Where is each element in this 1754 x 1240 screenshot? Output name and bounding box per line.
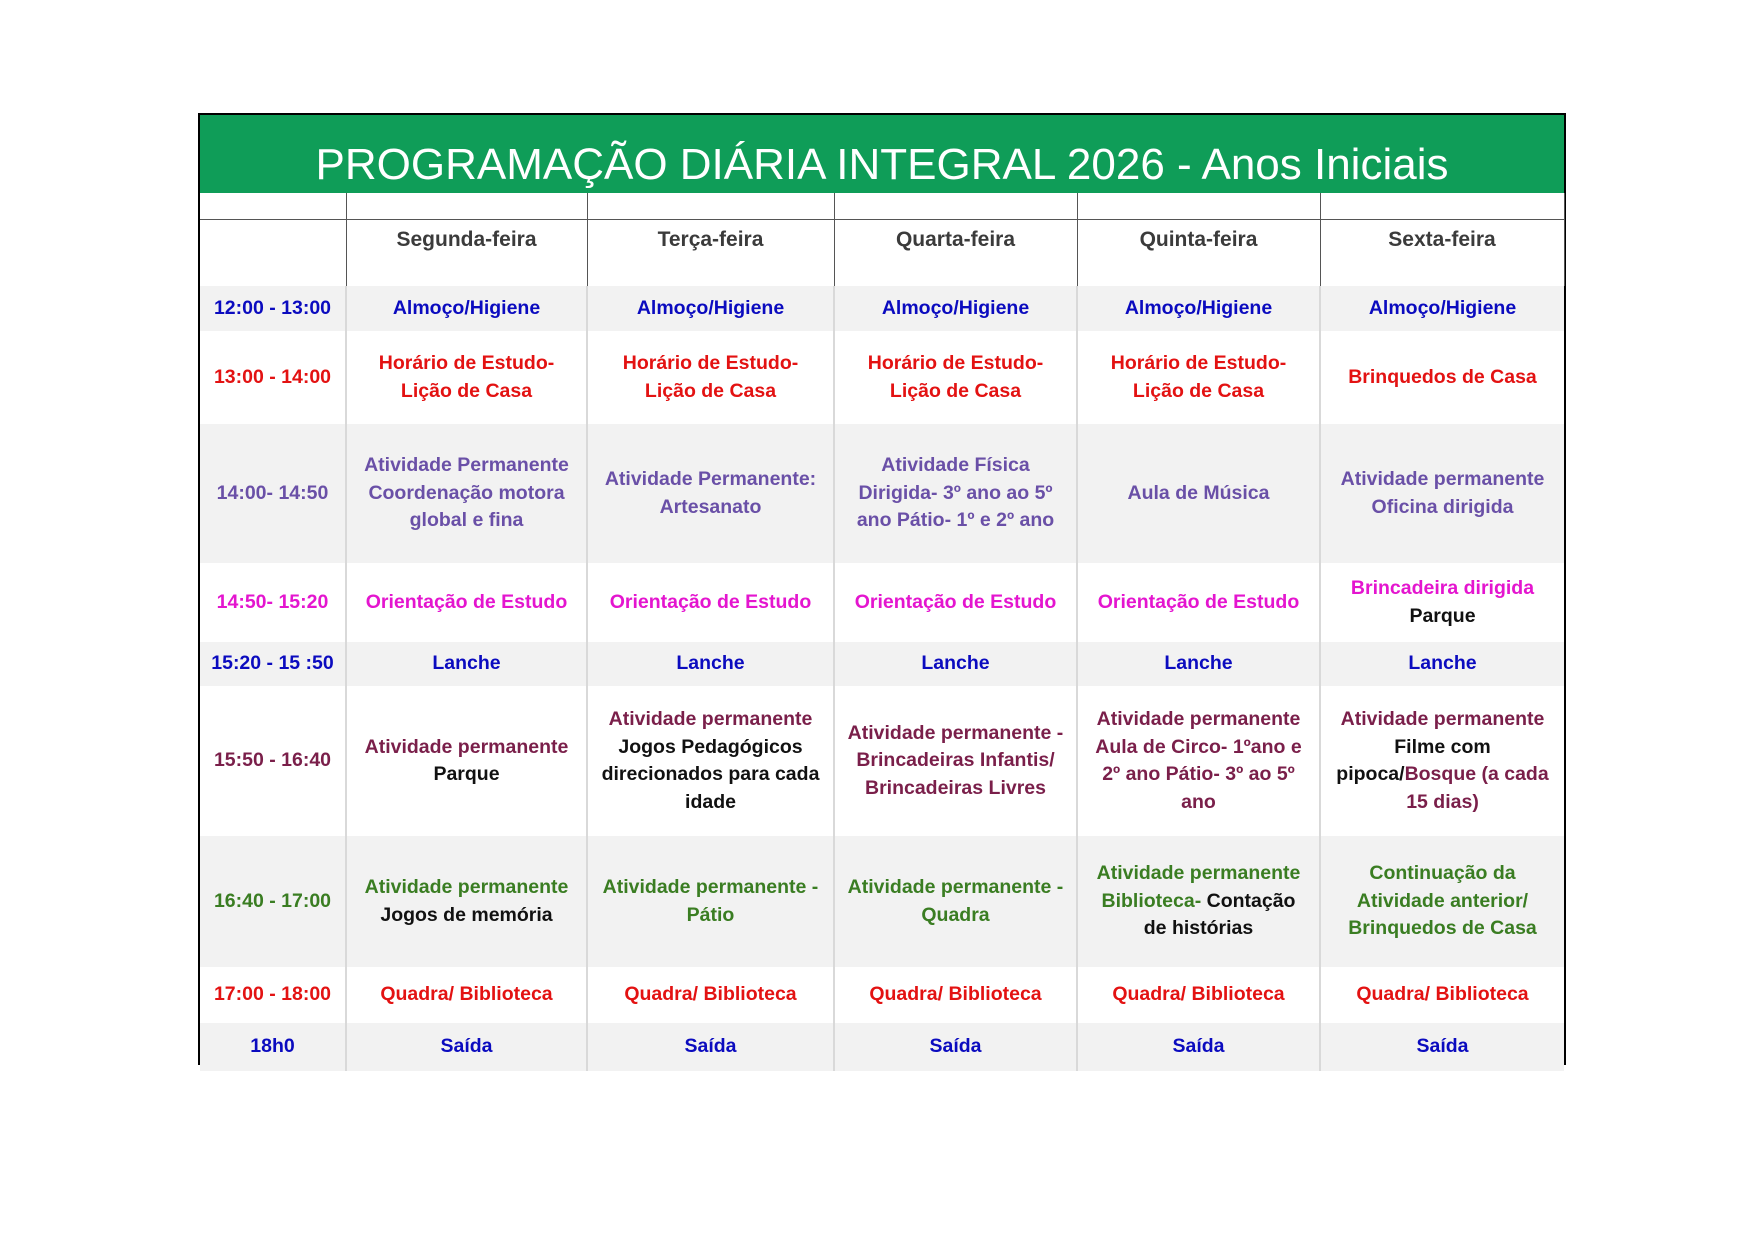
activity-cell: Lanche — [834, 642, 1077, 686]
activity-cell: Quadra/ Biblioteca — [587, 967, 834, 1023]
activity-line: Atividade permanente — [1340, 708, 1545, 730]
activity-cell — [834, 424, 1077, 563]
time-slot: 15:20 - 15 :50 — [200, 642, 346, 686]
header-row — [200, 219, 1564, 286]
activity-line: idade — [685, 790, 736, 813]
activity-cell — [1320, 563, 1564, 642]
schedule-row — [200, 563, 1564, 642]
activity-cell: Orientação de Estudo — [834, 563, 1077, 642]
activity-cell — [1320, 424, 1564, 563]
activity-cell: Orientação de Estudo — [1077, 563, 1320, 642]
activity-cell: Almoço/Higiene — [587, 286, 834, 331]
activity-line: 2º ano Pátio- 3º ao 5º — [1102, 763, 1295, 785]
activity-cell — [587, 331, 834, 424]
day-header: Sexta-feira — [1320, 219, 1564, 286]
activity-line: Brincadeiras Livres — [864, 776, 1046, 799]
activity-line: Atividade permanente — [1096, 862, 1301, 885]
activity-cell — [1077, 331, 1320, 424]
activity-cell: Quadra/ Biblioteca — [346, 967, 587, 1023]
activity-cell — [587, 424, 834, 563]
activity-cell — [346, 686, 587, 836]
activity-line: direcionados para cada — [601, 763, 820, 785]
activity-cell: Almoço/Higiene — [1077, 286, 1320, 331]
activity-cell: Orientação de Estudo — [587, 563, 834, 642]
activity-line: Pátio — [686, 903, 735, 926]
activity-line: Horário de Estudo- — [622, 352, 799, 374]
activity-line: Artesanato — [659, 495, 762, 518]
spacer-row — [200, 193, 1564, 219]
activity-cell: Lanche — [1408, 652, 1477, 675]
activity-cell: Saída — [834, 1023, 1077, 1071]
schedule-table — [200, 193, 1565, 1071]
activity-cell: Quadra/ Biblioteca — [1077, 967, 1320, 1023]
schedule-row — [200, 967, 1564, 1023]
activity-cell: Quadra/ Biblioteca — [1356, 983, 1529, 1006]
activity-line: Quadra — [921, 903, 990, 926]
activity-cell — [834, 686, 1077, 836]
day-header: Quarta-feira — [834, 219, 1077, 286]
activity-cell — [346, 331, 587, 424]
activity-cell — [1320, 331, 1564, 424]
activity-line: Horário de Estudo- — [1110, 352, 1287, 374]
time-slot: 15:50 - 16:40 — [200, 686, 346, 836]
activity-line: Lição de Casa — [644, 379, 777, 402]
activity-cell — [1077, 836, 1320, 967]
activity-line: Brinquedos de Casa — [1348, 917, 1537, 940]
activity-cell — [1320, 686, 1564, 836]
activity-line: Atividade permanente - — [847, 721, 1064, 744]
activity-line: Continuação da — [1369, 862, 1516, 885]
activity-line: Brincadeira dirigida — [1350, 577, 1535, 599]
page-title: PROGRAMAÇÃO DIÁRIA INTEGRAL 2026 - Anos Iniciais — [200, 115, 1564, 193]
activity-line: Atividade permanente — [364, 735, 569, 758]
activity-cell — [587, 836, 834, 967]
schedule-row — [200, 331, 1564, 424]
activity-line: Jogos de memória — [380, 903, 553, 926]
activity-line: Oficina dirigida — [1371, 495, 1514, 518]
activity-line: Atividade Física — [881, 454, 1030, 477]
activity-cell — [346, 836, 587, 967]
activity-cell: Quadra/ Biblioteca — [834, 967, 1077, 1023]
schedule-row — [200, 686, 1564, 836]
activity-line: Coordenação motora — [368, 481, 565, 504]
activity-cell — [587, 686, 834, 836]
activity-line: Atividade permanente - — [602, 876, 819, 898]
activity-line: Lição de Casa — [400, 379, 533, 402]
activity-line: Horário de Estudo- — [378, 352, 555, 374]
activity-cell: Saída — [587, 1023, 834, 1071]
activity-line: Lição de Casa — [1132, 379, 1265, 402]
activity-line: de histórias — [1143, 917, 1254, 940]
activity-line: Parque — [433, 763, 500, 785]
activity-line: Atividade Permanente — [364, 454, 569, 477]
activity-line: Atividade anterior/ — [1356, 889, 1529, 912]
time-slot: 12:00 - 13:00 — [200, 286, 346, 331]
time-slot: 16:40 - 17:00 — [200, 836, 346, 967]
activity-line: Atividade permanente — [364, 876, 569, 898]
activity-cell: Almoço/Higiene — [1368, 296, 1517, 319]
day-header: Quinta-feira — [1077, 219, 1320, 286]
activity-line: Atividade Permanente: — [604, 468, 817, 490]
activity-line: Atividade permanente — [1096, 708, 1301, 730]
activity-cell — [1320, 836, 1564, 967]
activity-line: Dirigida- 3º ano ao 5º — [858, 481, 1053, 504]
schedule-row — [200, 836, 1564, 967]
schedule-row — [200, 1023, 1564, 1071]
schedule-row — [200, 424, 1564, 563]
time-slot: 18h0 — [200, 1023, 346, 1071]
activity-line: ano Pátio- 1º e 2º ano — [856, 509, 1055, 532]
activity-cell: Lanche — [587, 642, 834, 686]
activity-line: Aula de Música — [1127, 481, 1270, 504]
activity-line: global e fina — [409, 509, 524, 532]
time-slot: 14:50- 15:20 — [200, 563, 346, 642]
activity-cell: Orientação de Estudo — [346, 563, 587, 642]
activity-cell: Almoço/Higiene — [346, 286, 587, 331]
activity-line: Lição de Casa — [889, 379, 1022, 402]
corner-cell — [200, 219, 346, 286]
activity-line: Filme com — [1394, 735, 1491, 758]
schedule-row — [200, 642, 1564, 686]
activity-line: Aula de Circo- 1ºano e — [1095, 735, 1302, 758]
time-slot: 14:00- 14:50 — [200, 424, 346, 563]
activity-cell — [834, 836, 1077, 967]
activity-fragment: pipoca/ — [1336, 763, 1405, 785]
activity-cell — [1077, 424, 1320, 563]
activity-line: Atividade permanente — [608, 708, 813, 730]
activity-fragment: Contação — [1206, 889, 1296, 912]
activity-cell: Almoço/Higiene — [834, 286, 1077, 331]
day-header: Segunda-feira — [346, 219, 587, 286]
activity-line: ano — [1181, 790, 1216, 813]
activity-fragment: Bosque (a cada — [1404, 763, 1549, 785]
activity-line: Parque — [1409, 604, 1476, 627]
activity-cell: Saída — [1416, 1035, 1469, 1058]
activity-line: Brincadeiras Infantis/ — [856, 749, 1055, 772]
time-slot: 13:00 - 14:00 — [200, 331, 346, 424]
activity-cell: Saída — [346, 1023, 587, 1071]
activity-line: Jogos Pedagógicos — [618, 735, 803, 758]
activity-cell — [1077, 686, 1320, 836]
schedule-sheet — [198, 113, 1566, 1065]
activity-line: Brinquedos de Casa — [1348, 365, 1537, 388]
activity-cell: Lanche — [1077, 642, 1320, 686]
day-header: Terça-feira — [587, 219, 834, 286]
activity-cell — [346, 424, 587, 563]
activity-line: Atividade permanente - — [847, 876, 1064, 898]
schedule-row — [200, 286, 1564, 331]
activity-line: Atividade permanente — [1340, 468, 1545, 490]
activity-cell — [834, 331, 1077, 424]
activity-fragment: Biblioteca- — [1101, 889, 1207, 912]
activity-cell: Saída — [1077, 1023, 1320, 1071]
activity-line: 15 dias) — [1406, 790, 1479, 813]
activity-line: Horário de Estudo- — [867, 352, 1044, 374]
time-slot: 17:00 - 18:00 — [200, 967, 346, 1023]
activity-line — [1325, 761, 1560, 789]
activity-line — [1082, 888, 1315, 916]
activity-cell: Lanche — [346, 642, 587, 686]
